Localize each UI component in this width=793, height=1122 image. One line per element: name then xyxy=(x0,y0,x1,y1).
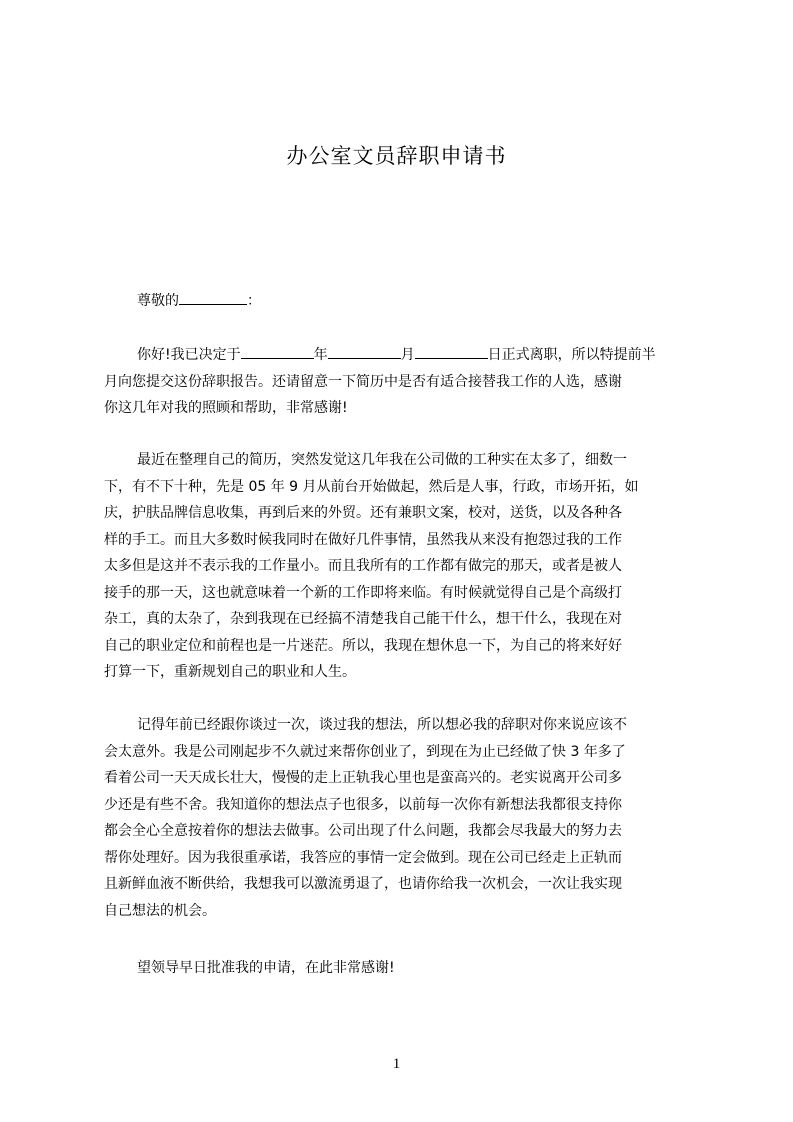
paragraph-line: 庆，护肤品牌信息收集，再到后来的外贸。还有兼职文案，校对，送货，以及各种各 xyxy=(104,505,622,521)
paragraph-line: 样的手工。而且大多数时候我同时在做好几件事情，虽然我从来没有抱怨过我的工作 xyxy=(104,531,622,548)
paragraph-1-line-1 xyxy=(104,342,700,369)
paragraph-1 xyxy=(104,342,700,422)
paragraph-line: 杂工，真的太杂了，杂到我现在已经搞不清楚我自己能干什么，想干什么，我现在对 xyxy=(104,611,622,627)
paragraph-line: 自己的职业定位和前程也是一片迷茫。所以，我现在想休息一下，为自己的将来好好 xyxy=(104,637,622,654)
year-blank xyxy=(241,343,314,359)
paragraph-line: 最近在整理自己的简历，突然发觉这几年我在公司做的工种实在太多了，细数一 xyxy=(137,452,627,468)
recipient-blank xyxy=(179,289,247,305)
paragraph-line: 记得年前已经跟你谈过一次，谈过我的想法，所以想必我的辞职对你来说应该不 xyxy=(137,717,627,733)
paragraph-1-part-1: 你好!我已决定于 xyxy=(137,347,241,363)
month-label: 月 xyxy=(400,347,415,363)
paragraph-line: 少还是有些不舍。我知道你的想法点子也很多，以前每一次你有新想法我都很支持你 xyxy=(104,796,622,813)
document-title: 办公室文员辞职申请书 xyxy=(286,144,507,168)
paragraph-1-line-2: 月向您提交这份辞职报告。还请留意一下简历中是否有适合接替我工作的人选，感谢 xyxy=(104,373,622,390)
paragraph-line: 接手的那一天，这也就意味着一个新的工作即将来临。有时候就觉得自己是个高级打 xyxy=(104,584,622,601)
month-blank xyxy=(328,343,401,359)
paragraph-line: 且新鲜血液不断供给，我想我可以激流勇退了，也请你给我一次机会，一次让我实现 xyxy=(104,876,622,892)
paragraph-2 xyxy=(104,447,700,686)
day-blank xyxy=(415,343,488,359)
paragraph-line: 帮你处理好。因为我很重承诺，我答应的事情一定会做到。现在公司已经走上正轨而 xyxy=(104,849,622,866)
closing-line: 望领导早日批准我的申请，在此非常感谢! xyxy=(137,960,395,976)
paragraph-line: 下，有不下十种，先是 05 年 9 月从前台开始做起，然后是人事，行政，市场开拓，如 xyxy=(104,478,639,495)
paragraph-line: 打算一下，重新规划自己的职业和人生。 xyxy=(104,664,356,680)
paragraph-1-part-2: 日正式离职，所以特提前半 xyxy=(487,347,656,363)
paragraph-3 xyxy=(104,712,700,924)
closing-paragraph xyxy=(104,955,700,982)
paragraph-line: 自己想法的机会。 xyxy=(104,902,216,919)
salutation-prefix: 尊敬的 xyxy=(137,293,179,309)
paragraph-line: 看着公司一天天成长壮大，慢慢的走上正轨我心里也是蛮高兴的。老实说离开公司多 xyxy=(104,770,622,786)
page-number: 1 xyxy=(392,1056,401,1072)
paragraph-1-line-3: 你这几年对我的照顾和帮助，非常感谢! xyxy=(104,400,348,416)
paragraph-line: 太多但是这并不表示我的工作量小。而且我所有的工作都有做完的那天，或者是被人 xyxy=(104,558,622,574)
year-label: 年 xyxy=(313,347,328,363)
paragraph-line: 都会全心全意按着你的想法去做事。公司出现了什么问题，我都会尽我最大的努力去 xyxy=(104,823,622,839)
salutation-line xyxy=(104,288,700,315)
salutation xyxy=(104,288,700,315)
paragraph-line: 会太意外。我是公司刚起步不久就过来帮你创业了，到现在为止已经做了快 3 年多了 xyxy=(104,743,626,760)
salutation-suffix: ： xyxy=(247,293,261,309)
